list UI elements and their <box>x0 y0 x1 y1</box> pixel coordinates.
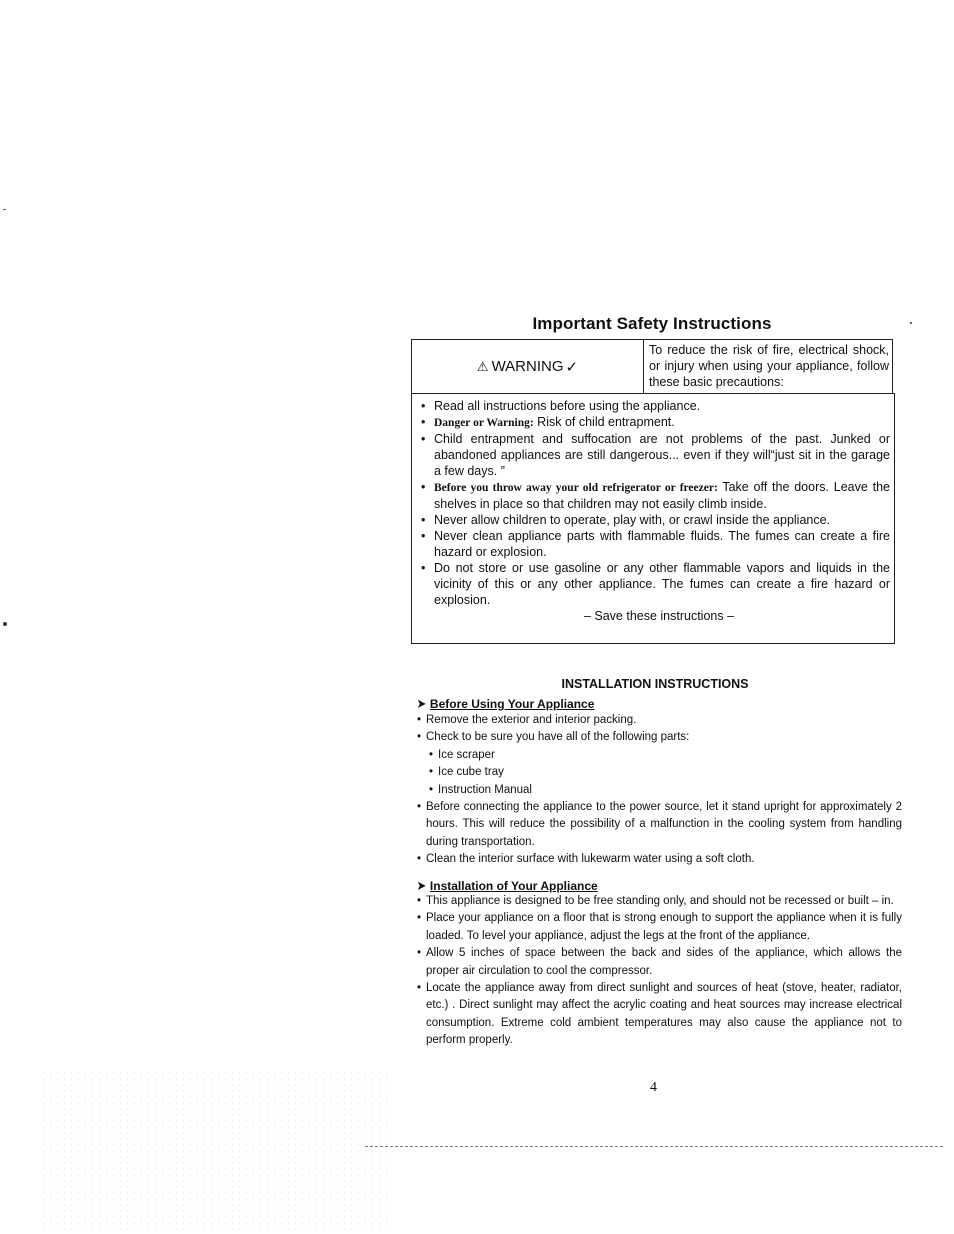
arrow-icon: ➤ <box>416 696 427 711</box>
precaution-text: Never allow children to operate, play with, or crawl inside the appliance. <box>434 513 831 527</box>
list-item: • Allow 5 inches of space between the back and sides of the appliance, which allows the proper air circulation to cool the compressor. <box>416 945 902 980</box>
precaution-item <box>420 479 890 512</box>
sub-list-item: • Ice scraper <box>416 747 902 764</box>
page-title: Important Safety Instructions <box>532 314 772 333</box>
precautions-box <box>411 393 895 644</box>
precaution-text: Read all instructions before using the appliance. <box>434 399 701 413</box>
precaution-text: Take off the doors. Leave the shelves in place so that children may not easily climb inside. <box>434 480 890 511</box>
before-using-heading <box>416 696 594 712</box>
before-using-list <box>416 712 902 869</box>
list-item: • Clean the interior surface with lukewarm water using a soft cloth. <box>416 851 902 868</box>
check-mark-icon: ✓ <box>565 358 579 376</box>
precaution-text: Risk of child entrapment. <box>533 415 675 429</box>
installation-heading <box>416 878 598 894</box>
precaution-item <box>420 414 890 431</box>
precaution-text: Do not store or use gasoline or any other flammable vapors and liquids in the vicinity of this or any other appliance. The fumes can create a fire hazard or explosion. <box>434 561 890 607</box>
arrow-icon: ➤ <box>416 878 427 893</box>
before-using-heading-text: Before Using Your Appliance <box>429 697 595 711</box>
page-number: 4 <box>650 1080 657 1095</box>
precaution-lead: Danger or Warning: <box>434 417 534 429</box>
warning-label: WARNING <box>491 358 564 375</box>
installation-title: INSTALLATION INSTRUCTIONS <box>561 677 749 691</box>
scan-speck <box>3 209 6 210</box>
list-item: • Locate the appliance away from direct sunlight and sources of heat (stove, heater, radiator, etc.) . Direct sunlight may affect the acrylic coating and heat sources may increase electrical consumption. Extreme cold ambient temperatures may also cause the appliance not to perform properly. <box>416 980 902 1050</box>
warning-label-cell <box>412 340 644 393</box>
list-item: • This appliance is designed to be free standing only, and should not be recessed or built – in. <box>416 893 902 910</box>
precaution-text: Child entrapment and suffocation are not problems of the past. Junked or abandoned appliances are still dangerous... even if they will“just sit in the garage a few days. ” <box>434 432 890 478</box>
precaution-item <box>420 398 890 414</box>
installation-list <box>416 893 902 1050</box>
list-item: • Place your appliance on a floor that is strong enough to support the appliance when it is fully loaded. To level your appliance, adjust the legs at the front of the appliance. <box>416 910 902 945</box>
sub-list-item: • Ice cube tray <box>416 764 902 781</box>
installation-heading-text: Installation of Your Appliance <box>429 879 598 893</box>
list-item: • Remove the exterior and interior packing. <box>416 712 902 729</box>
precaution-item <box>420 512 890 528</box>
precaution-item <box>420 560 890 608</box>
precaution-text: Never clean appliance parts with flammable fluids. The fumes can create a fire hazard or explosion. <box>434 529 890 559</box>
warning-header <box>411 339 893 393</box>
scan-speck <box>910 322 912 324</box>
list-item: • Check to be sure you have all of the following parts: <box>416 729 902 746</box>
save-note: – Save these instructions – <box>583 609 735 623</box>
precaution-item <box>420 431 890 479</box>
precaution-lead: Before you throw away your old refrigerator or freezer: <box>434 482 718 494</box>
list-item: • Before connecting the appliance to the power source, let it stand upright for approximately 2 hours. This will reduce the possibility of a malfunction in the cooling system from handling during transportation. <box>416 799 902 851</box>
warning-text: To reduce the risk of fire, electrical shock, or injury when using your appliance, follow these basic precautions: <box>649 343 889 389</box>
divider <box>365 1146 943 1147</box>
precaution-item <box>420 528 890 560</box>
precautions-list <box>420 398 890 608</box>
scan-speck <box>3 622 7 626</box>
scan-noise <box>40 1070 390 1234</box>
warning-triangle-icon: ⚠ <box>476 358 489 374</box>
sub-list-item: • Instruction Manual <box>416 782 902 799</box>
